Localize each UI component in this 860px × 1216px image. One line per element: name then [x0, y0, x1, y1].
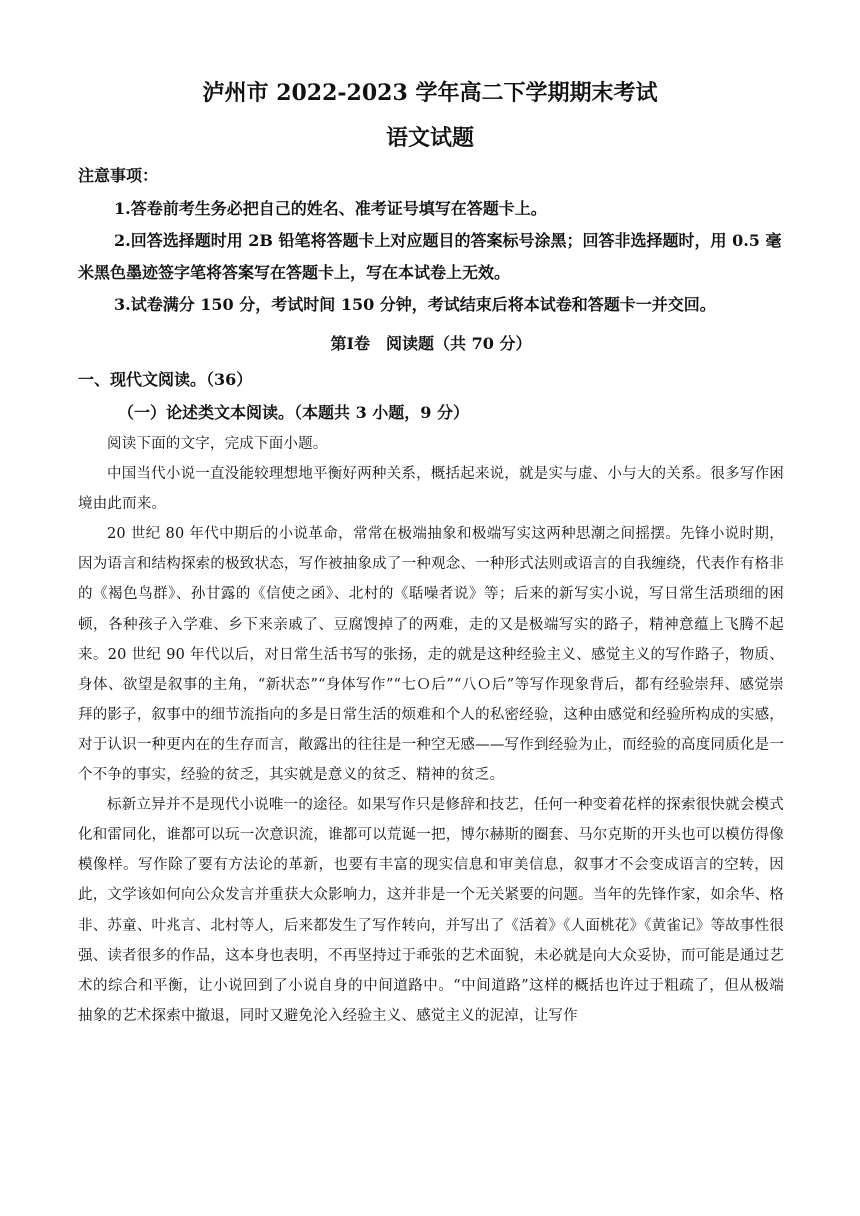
passage	[78, 429, 784, 1031]
notice-item-2: 2.回答选择题时用 2B 铅笔将答题卡上对应题目的答案标号涂黑；回答非选择题时，用 0.5 毫米黑色墨迹签字笔将答案写在答题卡上，写在本试卷上无效。	[78, 231, 782, 282]
notice-item-1: 1.答卷前考生务必把自己的姓名、准考证号填写在答题卡上。	[114, 199, 547, 218]
subsection-heading: （一）论述类文本阅读。（本题共 3 小题，9 分）	[118, 403, 469, 422]
notice-item-3: 3.试卷满分 150 分，考试时间 150 分钟，考试结束后将本试卷和答题卡一并交回。	[114, 295, 716, 314]
paragraph-1: 中国当代小说一直没能较理想地平衡好两种关系，概括起来说，就是实与虚、小与大的关系。很多写作困境由此而来。	[78, 466, 784, 513]
exam-title: 泸州市 2022-2023 学年高二下学期期末考试	[202, 80, 658, 106]
part-title: 第Ⅰ卷 阅读题（共 70 分）	[330, 334, 532, 353]
section-heading: 一、现代文阅读。（36）	[78, 370, 253, 389]
exam-subtitle: 语文试题	[385, 125, 474, 151]
paragraph-3: 标新立异并不是现代小说唯一的途径。如果写作只是修辞和技艺，任何一种变着花样的探索很快就会模式化和雷同化，谁都可以玩一次意识流，谁都可以荒诞一把，博尔赫斯的圈套、马尔克斯的开头也可以模仿得像模像样。写作除了要有方法论的革新，也要有丰富的现实信息和审美信息，叙事才不会变成语言的空转，因此，文学该如何向公众发言并重获大众影响力，这并非是一个无关紧要的问题。当年的先锋作家，如余华、格非、苏童、叶兆言、北村等人，后来都发生了写作转向，并写出了《活着》《人面桃花》《黄雀记》等故事性很强、读者很多的作品，这本身也表明，不再坚持过于乖张的艺术面貌，未必就是向大众妥协，而可能是通过艺术的综合和平衡，让小说回到了小说自身的中间道路中。“中间道路”这样的概括也许过于粗疏了，但从极端抽象的艺术探索中撤退，同时又避免沦入经验主义、感觉主义的泥淖，让写作	[78, 797, 784, 1024]
notice-list	[78, 193, 784, 321]
notice-heading: 注意事项：	[78, 166, 159, 185]
instruction: 阅读下面的文字，完成下面小题。	[107, 436, 328, 452]
paragraph-2: 20 世纪 80 年代中期后的小说革命，常常在极端抽象和极端写实这两种思潮之间摇摆。先锋小说时期，因为语言和结构探索的极致状态，写作被抽象成了一种观念、一种形式法则或语言的自我缠绕，代表作有格非的《褐色鸟群》、孙甘露的《信使之函》、北村的《聒噪者说》等；后来的新写实小说，写日常生活琐细的困顿，各种孩子入学难、乡下来亲戚了、豆腐馊掉了的两难，走的又是极端写实的路子，精神意蕴上飞腾不起来。20 世纪 90 年代以后，对日常生活书写的张扬，走的就是这种经验主义、感觉主义的写作路子，物质、身体、欲望是叙事的主角，“新状态”“身体写作”“七Ｏ后”“八Ｏ后”等写作现象背后，都有经验崇拜、感觉崇拜的影子，叙事中的细节流指向的多是日常生活的烦难和个人的私密经验，这种由感觉和经验所构成的实感，对于认识一种更内在的生存而言，敞露出的往往是一种空无感——写作到经验为止，而经验的高度同质化是一个不争的事实，经验的贫乏，其实就是意义的贫乏、精神的贫乏。	[78, 526, 784, 784]
